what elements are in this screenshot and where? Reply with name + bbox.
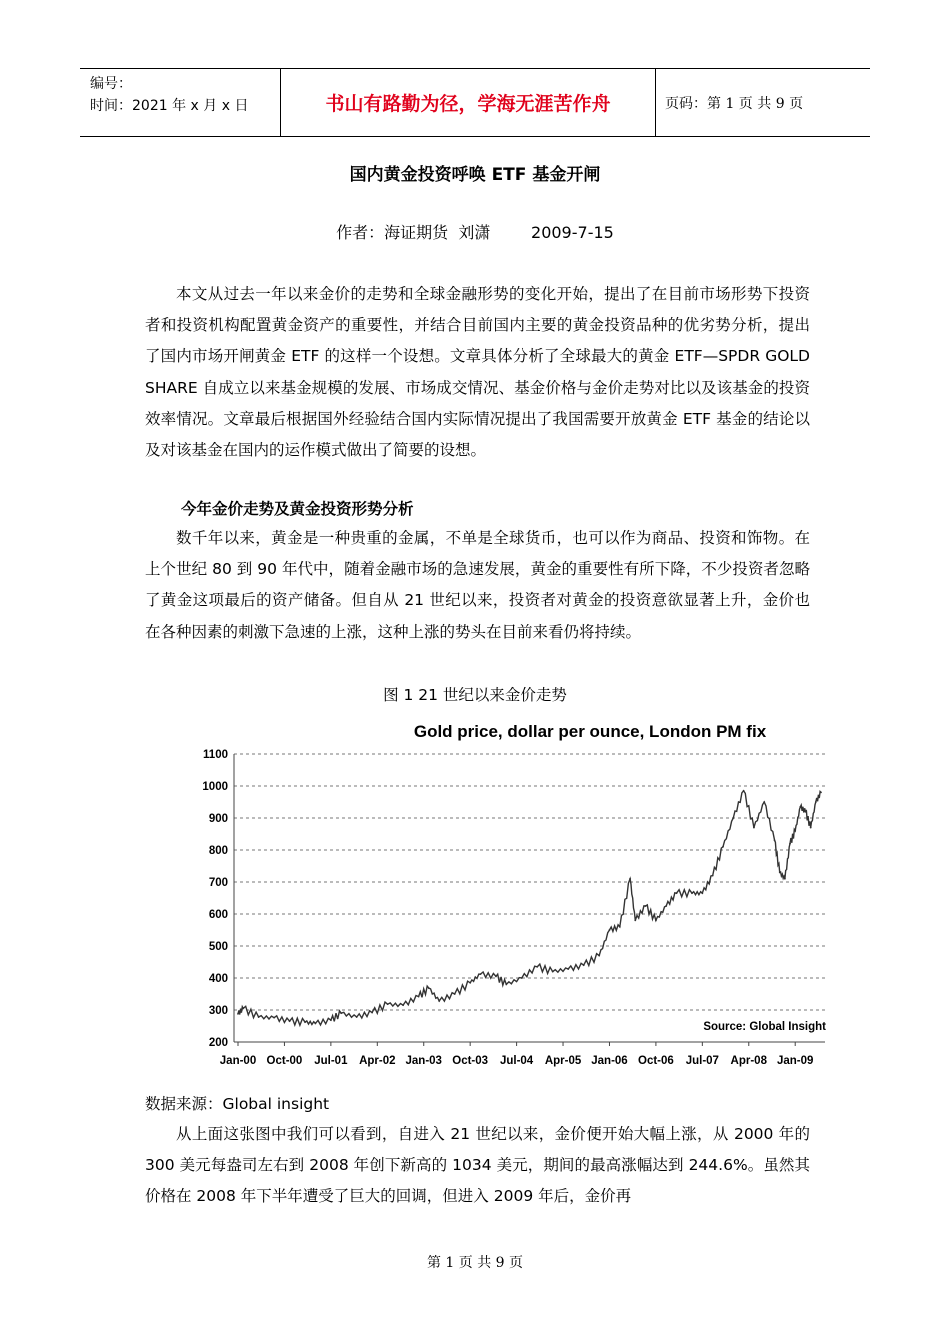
y-tick-label: 200 [208, 1037, 228, 1049]
data-point [645, 905, 647, 907]
data-point [418, 996, 420, 998]
data-point [438, 1000, 440, 1002]
data-point [505, 984, 507, 986]
x-tick-label: Jan-00 [219, 1055, 257, 1067]
y-tick-label: 1000 [202, 781, 228, 793]
data-point [536, 966, 538, 968]
data-point [753, 827, 755, 829]
header-divider [280, 69, 281, 136]
x-tick-label: Oct-00 [266, 1055, 303, 1067]
y-tick-label: 700 [208, 877, 228, 889]
data-point [722, 846, 724, 848]
data-point [619, 926, 621, 928]
data-point [340, 1012, 342, 1014]
data-point [304, 1021, 306, 1023]
y-tick-label: 400 [208, 973, 228, 985]
chart-source-note: Source: Global Insight [703, 1021, 826, 1033]
data-point [469, 982, 471, 984]
data-point [289, 1020, 291, 1022]
y-axis-ticks [202, 749, 228, 1049]
document-number-label: 编号： [90, 76, 132, 92]
data-point [732, 817, 734, 819]
gold-price-points [237, 790, 822, 1024]
article-byline: 作者：海证期货 刘潇 2009-7-15 [336, 223, 614, 242]
y-tick-label: 800 [208, 845, 228, 857]
data-point [634, 920, 636, 922]
data-point [810, 827, 812, 829]
data-point [743, 790, 745, 792]
data-point [356, 1016, 358, 1018]
data-point [779, 872, 781, 874]
article-title: 国内黄金投资呼唤 ETF 基金开闸 [349, 165, 601, 185]
header-divider [655, 69, 656, 136]
data-point [655, 920, 657, 922]
data-point [258, 1016, 260, 1018]
data-point [480, 973, 482, 975]
data-point [583, 964, 585, 966]
data-point [387, 1003, 389, 1005]
data-point [784, 878, 786, 880]
body-paragraph: 数千年以来，黄金是一种贵重的金属，不单是全球货币，也可以作为商品、投资和饰物。在上个世纪 80 到 90 年代中，随着金融市场的急速发展，黄金的重要性有所下降，不少投资者忽略了黄金这项最后的资产储备。但自从 21 世纪以来，投资者对黄金的投资意欲显著上升，金价也在各种因素的刺激下急速的上涨，这种上涨的势头在目前来看仍将持续。 [145, 529, 810, 641]
data-point [552, 971, 554, 973]
x-tick-label: Jan-09 [776, 1055, 814, 1067]
data-point [242, 1008, 244, 1010]
x-tick-label: Jan-03 [405, 1055, 442, 1067]
data-point [609, 929, 611, 931]
section-heading: 今年金价走势及黄金投资形势分析 [181, 500, 414, 518]
data-point [521, 977, 523, 979]
data-point [402, 1004, 404, 1006]
data-point [763, 801, 765, 803]
data-point [712, 875, 714, 877]
header-left [90, 73, 248, 117]
header-page-label: 页码：第 1 页 共 9 页 [665, 95, 804, 112]
page-header [80, 68, 870, 137]
x-tick-label: Oct-06 [638, 1055, 674, 1067]
y-tick-label: 900 [208, 813, 228, 825]
data-point [454, 993, 456, 995]
x-tick-label: Oct-03 [452, 1055, 489, 1067]
data-source-line: 数据来源：Global insight [145, 1095, 330, 1113]
x-tick-label: Jul-04 [499, 1055, 534, 1067]
data-point [598, 955, 600, 957]
figure-caption: 图 1 21 世纪以来金价走势 [383, 686, 567, 704]
x-tick-label: Jan-06 [591, 1055, 628, 1067]
data-point [371, 1012, 373, 1014]
document-time-label: 时间：2021 年 x 月 x 日 [90, 98, 249, 114]
body-paragraph: 从上面这张图中我们可以看到，自进入 21 世纪以来，金价便开始大幅上涨，从 2000 年的 300 美元每盎司左右到 2008 年创下新高的 1034 美元，期间的最高涨幅达到 244.6%。虽然其价格在 2008 年下半年遭受了巨大的回调，但进入 2009 年后，金价再 [145, 1125, 810, 1206]
x-axis-ticks [220, 1042, 814, 1067]
data-point [237, 1013, 239, 1015]
data-point [794, 830, 796, 832]
chart-title: Gold price, dollar per ounce, London PM fix [413, 722, 767, 741]
gold-price-chart [180, 712, 840, 1077]
data-point [676, 892, 678, 894]
abstract-paragraph: 本文从过去一年以来金价的走势和全球金融形势的变化开始，提出了在目前市场形势下投资者和投资机构配置黄金资产的重要性，并结合目前国内主要的黄金投资品种的优劣势分析，提出了国内市场开闸黄金 ETF 的这样一个设想。文章具体分析了全球最大的黄金 ETF—SPDR GOLD SHARE 自成立以来基金规模的发展、市场成交情况、基金价格与金价走势对比以及该基金的投资效率情况。文章最后根据国外经验结合国内实际情况提出了我国需要开放黄金 ETF 基金的结论以及对该基金在国内的运作模式做出了简要的设想。 [145, 285, 810, 460]
data-point [799, 806, 801, 808]
data-point [629, 878, 631, 880]
data-point [314, 1023, 316, 1025]
data-point [805, 811, 807, 813]
page-footer: 第 1 页 共 9 页 [426, 1255, 524, 1271]
y-tick-label: 600 [208, 909, 228, 921]
x-tick-label: Jul-01 [314, 1055, 348, 1067]
x-tick-label: Apr-05 [544, 1055, 582, 1067]
data-point [789, 843, 791, 845]
data-point [820, 792, 822, 794]
data-point [273, 1017, 275, 1019]
data-point [495, 976, 497, 978]
x-tick-label: Jul-07 [685, 1055, 719, 1067]
data-point [567, 968, 569, 970]
y-tick-label: 300 [208, 1005, 228, 1017]
data-point [774, 840, 776, 842]
data-point [691, 892, 693, 894]
x-tick-label: Apr-02 [359, 1055, 396, 1067]
y-tick-label: 1100 [203, 749, 228, 761]
data-point [665, 905, 667, 907]
gold-price-series-line [238, 791, 821, 1026]
data-point [701, 892, 703, 894]
y-tick-label: 500 [208, 941, 228, 953]
data-point [428, 987, 430, 989]
header-motto: 书山有路勤为径，学海无涯苦作舟 [325, 93, 611, 115]
x-tick-label: Apr-08 [730, 1055, 767, 1067]
data-point [815, 801, 817, 803]
data-point [330, 1019, 332, 1021]
